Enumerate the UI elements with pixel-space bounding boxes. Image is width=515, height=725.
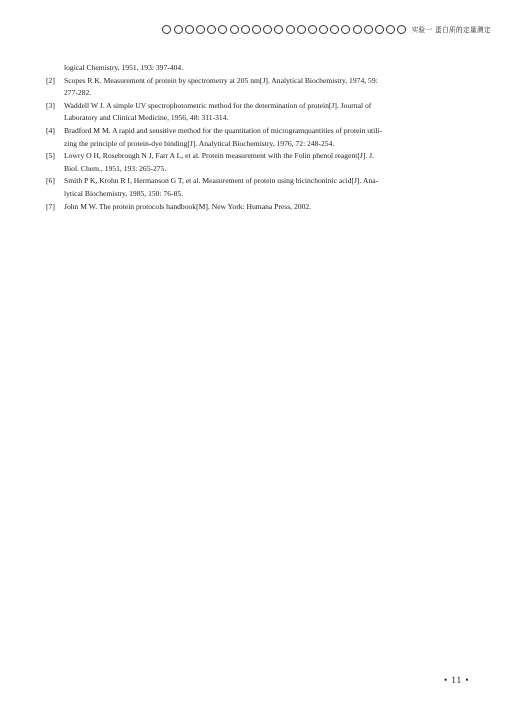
decorative-circle-icon <box>353 25 362 34</box>
decorative-circle-icon <box>375 25 384 34</box>
reference-number: [5] <box>46 151 55 161</box>
reference-entry <box>46 125 492 150</box>
reference-number: [3] <box>46 100 55 110</box>
reference-text-line: Biol. Chem., 1951, 193: 265-275. <box>64 163 167 173</box>
reference-text-line: zing the principle of protein-dye binding[J]. Analytical Biochemistry, 1976, 72: 248-254. <box>64 138 335 148</box>
reference-text-line: 277-282. <box>64 88 92 98</box>
reference-text-line: Lowry O H, Rosebrough N J, Farr A L, et al. Protein measurement with the Folin phenol reagent[J]. J. <box>64 151 375 161</box>
decorative-circle-icon <box>207 25 216 34</box>
decorative-circle-icon <box>263 25 272 34</box>
reference-number: [7] <box>46 201 55 211</box>
chapter-title: 实验一 蛋白质的定量测定 <box>411 26 491 34</box>
reference-number: [6] <box>46 176 55 186</box>
decorative-circle-icon <box>162 25 171 34</box>
reference-number: [4] <box>46 125 55 135</box>
decorative-circle-icon <box>308 25 317 34</box>
reference-text-line: logical Chemistry, 1951, 193: 397-404. <box>64 63 184 72</box>
decorative-circle-icon <box>364 25 373 34</box>
decorative-circle-row <box>162 25 408 34</box>
page-number: • 11 • <box>444 675 470 685</box>
decorative-circle-icon <box>241 25 250 34</box>
decorative-circle-icon <box>174 25 183 34</box>
decorative-circle-icon <box>274 25 283 34</box>
reference-entry <box>46 62 492 75</box>
decorative-circle-icon <box>386 25 395 34</box>
reference-text-line: lytical Biochemistry, 1985, 150: 76-85. <box>64 188 184 198</box>
reference-list <box>46 62 492 213</box>
reference-entry <box>46 75 492 100</box>
decorative-circle-icon <box>330 25 339 34</box>
reference-entry <box>46 150 492 175</box>
running-header <box>146 22 491 36</box>
reference-number: [2] <box>46 75 55 85</box>
decorative-circle-icon <box>397 25 406 34</box>
decorative-circle-icon <box>319 25 328 34</box>
reference-text-line: Laboratory and Clinical Medicine, 1956, 48: 311-314. <box>64 113 229 123</box>
reference-entry <box>46 201 492 214</box>
decorative-circle-icon <box>297 25 306 34</box>
decorative-circle-icon <box>218 25 227 34</box>
reference-entry <box>46 100 492 125</box>
reference-text-line: Scopes R K. Measurement of protein by spectrometry at 205 nm[J]. Analytical Biochemistry, 1974, 59: <box>64 75 378 85</box>
decorative-circle-icon <box>230 25 239 34</box>
decorative-circle-icon <box>252 25 261 34</box>
decorative-circle-icon <box>286 25 295 34</box>
decorative-circle-icon <box>341 25 350 34</box>
reference-text-line: John M W. The protein protocols handbook[M]. New York: Humana Press, 2002. <box>64 201 312 211</box>
decorative-circle-icon <box>185 25 194 34</box>
decorative-circle-icon <box>196 25 205 34</box>
reference-text-line: Bradford M M. A rapid and sensitive method for the quantitation of microgramquantities of protein utili- <box>64 125 383 135</box>
reference-entry <box>46 175 492 200</box>
reference-text-line: Smith P K, Krohn R I, Hermanson G T, et al. Measurement of protein using bicinchoninic acid[J]. Ana- <box>64 176 379 186</box>
reference-text-line: Waddell W J. A simple UV spectrophotometric method for the determination of protein[J]. Journal of <box>64 100 372 110</box>
